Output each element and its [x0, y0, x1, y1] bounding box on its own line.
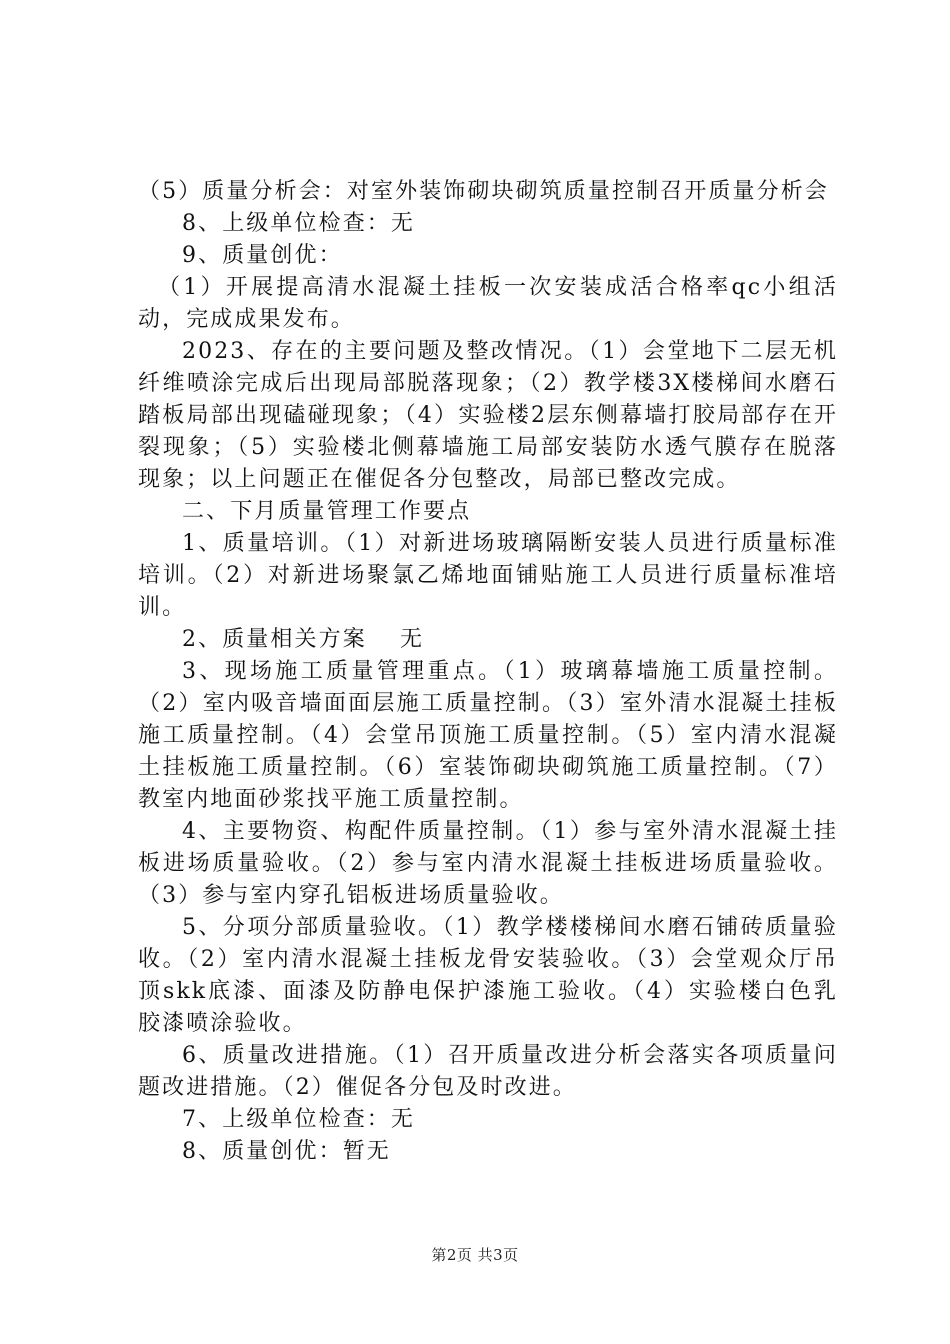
paragraph-superior-inspection-next: 7、上级单位检查：无 [182, 1107, 415, 1132]
paragraph-quality-training: 1、质量培训。（1）对新进场玻璃隔断安装人员进行质量标准培训。（2）对新进场聚氯乙烯地面铺贴施工人员进行质量标准培训。 [138, 531, 838, 620]
paragraph-site-construction-focus: 3、现场施工质量管理重点。（1）玻璃幕墙施工质量控制。（2）室内吸音墙面面层施工质量控制。（3）室外清水混凝土挂板施工质量控制。（4）会堂吊顶施工质量控制。（5）室内清水混凝土挂板施工质量控制。（6）室装饰砌块砌筑施工质量控制。（7）教室内地面砂浆找平施工质量控制。 [138, 659, 838, 812]
paragraph-quality-plan: 2、质量相关方案 无 [182, 627, 425, 652]
document-body [138, 176, 838, 1168]
paragraph-main-problems: 2023、存在的主要问题及整改情况。（1）会堂地下二层无机纤维喷涂完成后出现局部脱落现象；（2）教学楼3X楼梯间水磨石踏板局部出现磕碰现象；（4）实验楼2层东侧幕墙打胶局部存在开裂现象；（5）实验楼北侧幕墙施工局部安装防水透气膜存在脱落现象；以上问题正在催促各分包整改，局部已整改完成。 [138, 339, 838, 492]
paragraph-quality-excellence-next: 8、质量创优：暂无 [182, 1139, 391, 1164]
paragraph-improvement-measures: 6、质量改进措施。（1）召开质量改进分析会落实各项质量问题改进措施。（2）催促各分包及时改进。 [138, 1043, 838, 1100]
page-footer: 第2页 共3页 [431, 1246, 519, 1264]
paragraph-acceptance: 5、分项分部质量验收。（1）教学楼楼梯间水磨石铺砖质量验收。（2）室内清水混凝土挂板龙骨安装验收。（3）会堂观众厅吊顶skk底漆、面漆及防静电保护漆施工验收。（4）实验楼白色乳胶漆喷涂验收。 [138, 915, 838, 1036]
paragraph-qc-group-activity: （1）开展提高清水混凝土挂板一次安装成活合格率qc小组活动，完成成果发布。 [138, 275, 838, 332]
section-heading-next-month: 二、下月质量管理工作要点 [182, 499, 472, 524]
paragraph-superior-inspection: 8、上级单位检查：无 [182, 211, 415, 236]
paragraph-quality-analysis-meeting: （5）质量分析会：对室外装饰砌块砌筑质量控制召开质量分析会 [138, 179, 829, 204]
paragraph-quality-excellence: 9、质量创优： [182, 243, 343, 268]
paragraph-materials-control: 4、主要物资、构配件质量控制。（1）参与室外清水混凝土挂板进场质量验收。（2）参与室内清水混凝土挂板进场质量验收。（3）参与室内穿孔铝板进场质量验收。 [138, 819, 838, 908]
